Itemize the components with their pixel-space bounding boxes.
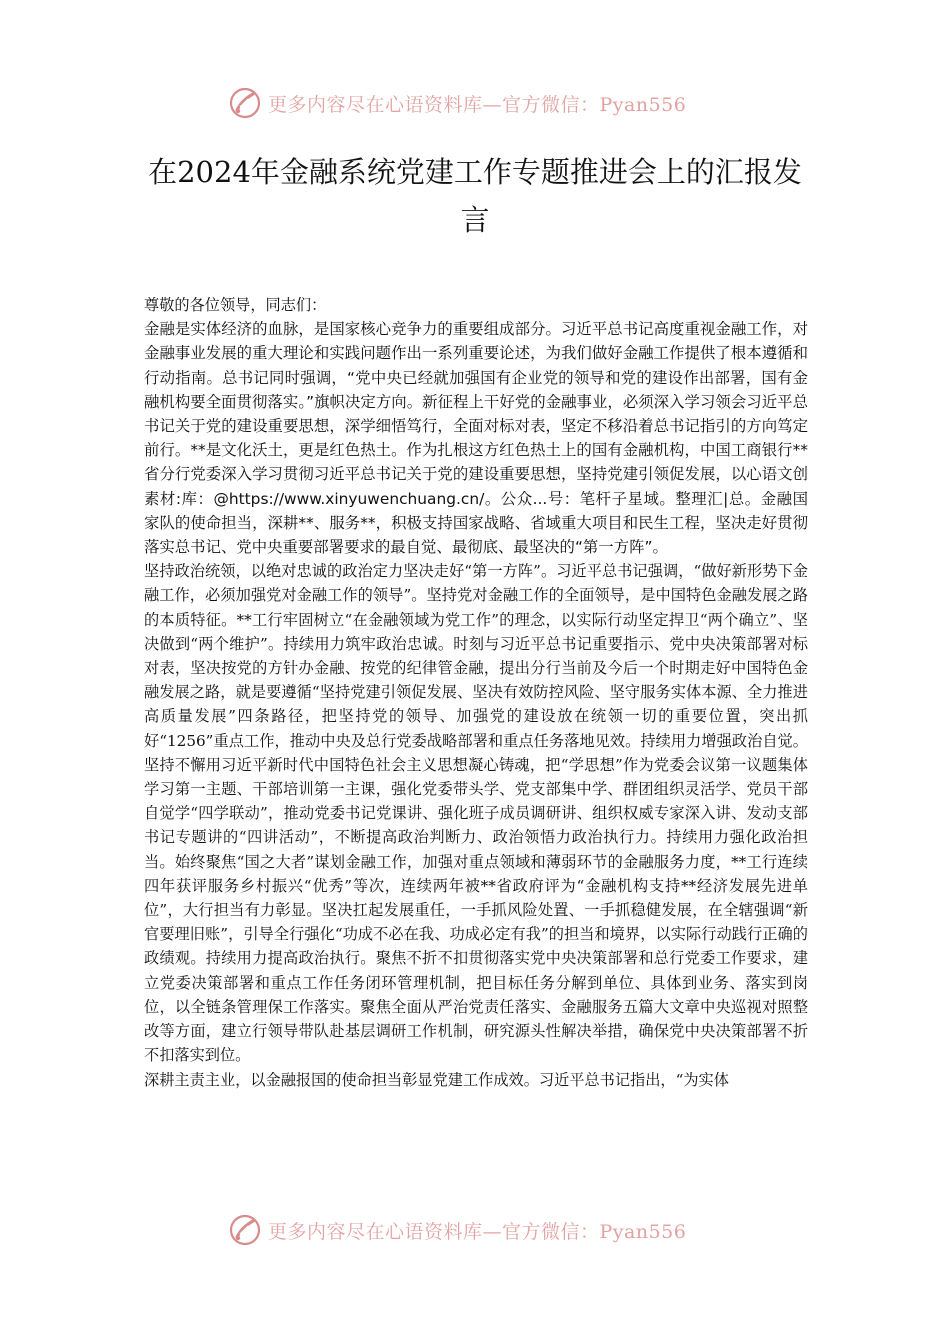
- paragraph-3: 深耕主责主业，以金融报国的使命担当彰显党建工作成效。习近平总书记指出，“为实体: [144, 1070, 729, 1089]
- document-body: [144, 293, 808, 1092]
- document-title: 在2024年金融系统党建工作专题推进会上的汇报发言: [148, 155, 802, 237]
- watermark-text: 更多内容尽在心语资料库—官方微信：Pyan556: [268, 1220, 687, 1243]
- paragraph-2: 坚持政治统领，以绝对忠诚的政治定力坚决走好“第一方阵”。习近平总书记强调，“做好新形势下金融工作，必须加强党对金融工作的领导”。坚持党对金融工作的全面领导，是中国特色金融发展之路的本质特征。**工行牢固树立“在金融领域为党工作”的理念，以实际行动坚定捍卫“两个确立”、坚决做到“两个维护”。持续用力筑牢政治忠诚。时刻与习近平总书记重要指示、党中央决策部署对标对表，坚决按党的方针办金融、按党的纪律管金融，提出分行当前及今后一个时期走好中国特色金融发展之路，就是要遵循“坚持党建引领促发展、坚决有效防控风险、坚守服务实体本源、全力推进高质量发展”四条路径，把坚持党的领导、加强党的建设放在统领一切的重要位置，突出抓好“1256”重点工作，推动中央及总行党委战略部署和重点任务落地见效。持续用力增强政治自觉。坚持不懈用习近平新时代中国特色社会主义思想凝心铸魂，把“学思想”作为党委会议第一议题集体学习第一主题、干部培训第一主课，强化党委带头学、党支部集中学、群团组织灵活学、党员干部自觉学“四学联动”，推动党委书记党课讲、强化班子成员调研讲、组织权威专家深入讲、发动支部书记专题讲的“四讲活动”，不断提高政治判断力、政治领悟力政治执行力。持续用力强化政治担当。始终聚焦“国之大者”谋划金融工作，加强对重点领域和薄弱环节的金融服务力度，**工行连续四年获评服务乡村振兴“优秀”等次，连续两年被**省政府评为“金融机构支持**经济发展先进单位”，大行担当有力彰显。坚决扛起发展重任，一手抓风险处置、一手抓稳健发展，在全辖强调“新官要理旧账”，引导全行强化“功成不必在我、功成必定有我”的担当和境界，以实际行动践行正确的政绩观。持续用力提高政治执行。聚焦不折不扣贯彻落实党中央决策部署和总行党委工作要求，建立党委决策部署和重点工作任务闭环管理机制，把目标任务分解到单位、具体到业务、落实到岗位，以全链条管理保工作落实。聚焦全面从严治党责任落实、金融服务五篇大文章中央巡视对照整改等方面，建立行领导带队赴基层调研工作机制，研究源头性解决举措，确保党中央决策部署不折不扣落实到位。: [144, 562, 808, 1065]
- watermark-footer: [228, 1213, 728, 1247]
- brush-logo-icon: [228, 1213, 262, 1247]
- brush-logo-icon: [228, 86, 262, 120]
- watermark-text: 更多内容尽在心语资料库—官方微信：Pyan556: [268, 93, 687, 116]
- salutation: 尊敬的各位领导，同志们：: [144, 296, 327, 314]
- watermark-header: [228, 86, 728, 120]
- paragraph-1: 金融是实体经济的血脉，是国家核心竞争力的重要组成部分。习近平总书记高度重视金融工作，对金融事业发展的重大理论和实践问题作出一系列重要论述，为我们做好金融工作提供了根本遵循和行动指南。总书记同时强调，“党中央已经就加强国有企业党的领导和党的建设作出部署，国有金融机构要全面贯彻落实。”旗帜决定方向。新征程上干好党的金融事业，必须深入学习领会习近平总书记关于党的建设重要思想，深学细悟笃行，全面对标对表，坚定不移沿着总书记指引的方向笃定前行。**是文化沃土，更是红色热土。作为扎根这方红色热土上的国有金融机构，中国工商银行**省分行党委深入学习贯彻习近平总书记关于党的建设重要思想，坚持党建引领促发展，以心语文创素材:库：@https://www.xinyuwenchuang.cn/。公众...号：笔杆子星域。整理汇|总。金融国家队的使命担当，深耕**、服务**，积极支持国家战略、省域重大项目和民生工程，坚决走好贯彻落实总书记、党中央重要部署要求的最自觉、最彻底、最坚决的“第一方阵”。: [144, 320, 808, 557]
